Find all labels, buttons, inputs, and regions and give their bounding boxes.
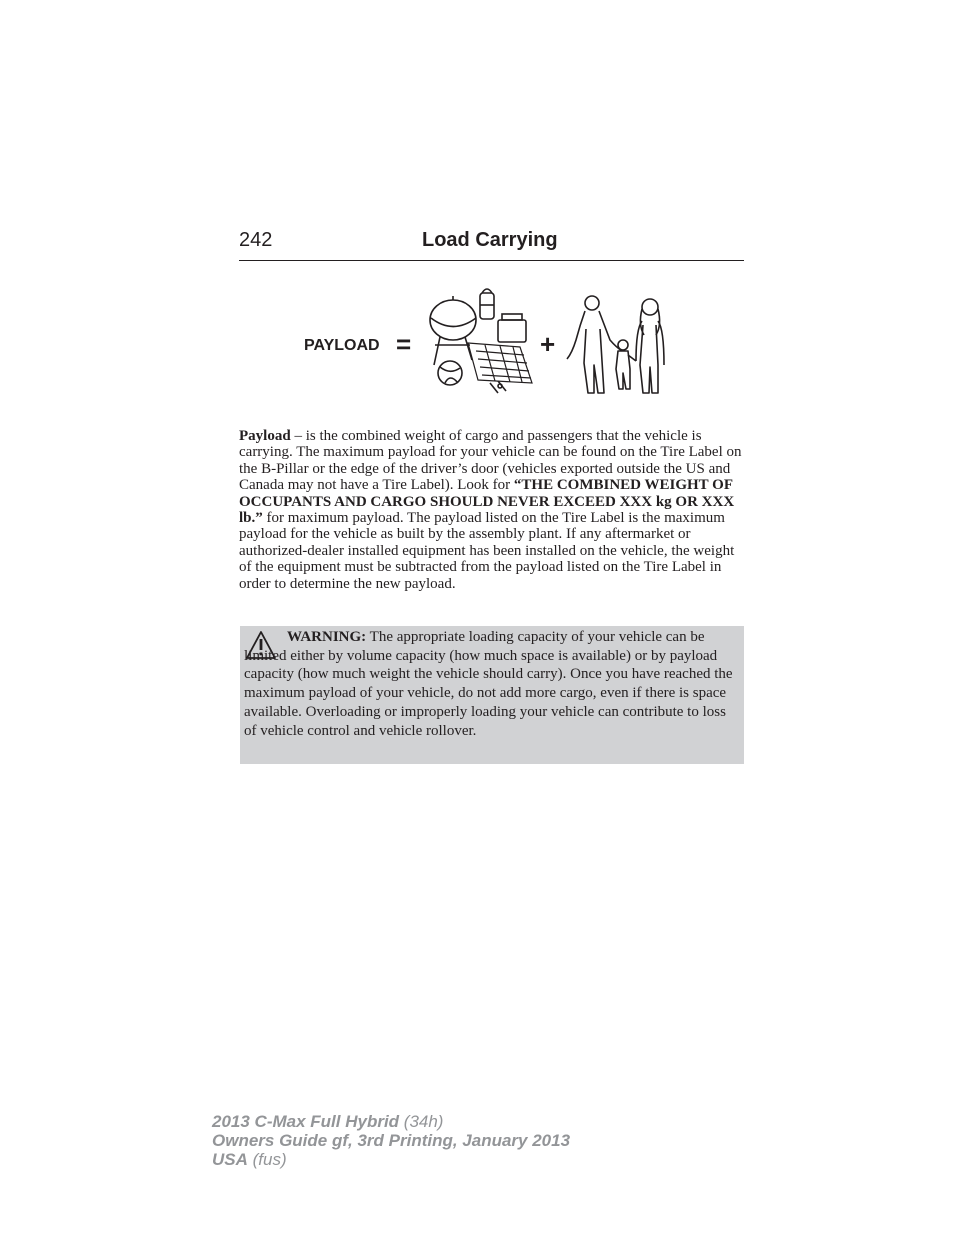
family-silhouette-icon (567, 296, 664, 393)
page-number: 242 (239, 229, 273, 251)
page-header (239, 228, 744, 261)
equals-sign: = (396, 329, 412, 359)
page-title: Load Carrying (422, 229, 558, 251)
payload-term: Payload (239, 428, 291, 444)
footer-market: USA (212, 1150, 248, 1169)
payload-illustration (300, 285, 680, 400)
footer-market-code: (fus) (247, 1150, 287, 1169)
footer-line-3 (212, 1150, 570, 1169)
warning-label: WARNING: (287, 629, 367, 645)
warning-box (240, 626, 744, 764)
payload-text-part-2: for maximum payload. The payload listed on the Tire Label is the maximum payload for the vehicle as built by the assembly plant. If any aftermarket or authorized-dealer installed equipment has been installed on the vehicle, the weight of the equipment must be subtracted from the payload listed on the Tire Label in order to determine the new payload. (239, 510, 735, 592)
footer-line-2 (212, 1131, 570, 1150)
footer-printing: Owners Guide gf, 3rd Printing, January 2013 (212, 1131, 571, 1150)
document-footer (212, 1112, 570, 1169)
warning-body: The appropriate loading capacity of your vehicle can be limited either by volume capacity (how much space is available) or by payload capacity (how much weight the vehicle should carry). Once you have reached the maximum payload of your vehicle, do not add more cargo, even if there is space available. Overloading or improperly loading your vehicle can contribute to loss of vehicle control and vehicle rollover. (244, 629, 733, 739)
payload-text-part-1: – is the combined weight of cargo and passengers that the vehicle is carrying. The maximum payload for your vehicle can be found on the Tire Label on the B-Pillar or the edge of the driver’s door (vehicles exported outside the US and Canada may not have a Tire Label). Look for (239, 428, 742, 494)
footer-model-code: (34h) (399, 1112, 444, 1131)
warning-text (244, 628, 738, 740)
payload-paragraph (239, 428, 744, 592)
cargo-items-icon (430, 289, 532, 393)
payload-emphasis: “THE COMBINED WEIGHT OF OCCUPANTS AND CARGO SHOULD NEVER EXCEED XXX kg OR XXX lb.” (239, 477, 735, 527)
payload-label: PAYLOAD (304, 337, 380, 354)
footer-model: 2013 C-Max Full Hybrid (212, 1112, 400, 1131)
footer-line-1 (212, 1112, 570, 1131)
plus-sign: + (540, 329, 556, 359)
